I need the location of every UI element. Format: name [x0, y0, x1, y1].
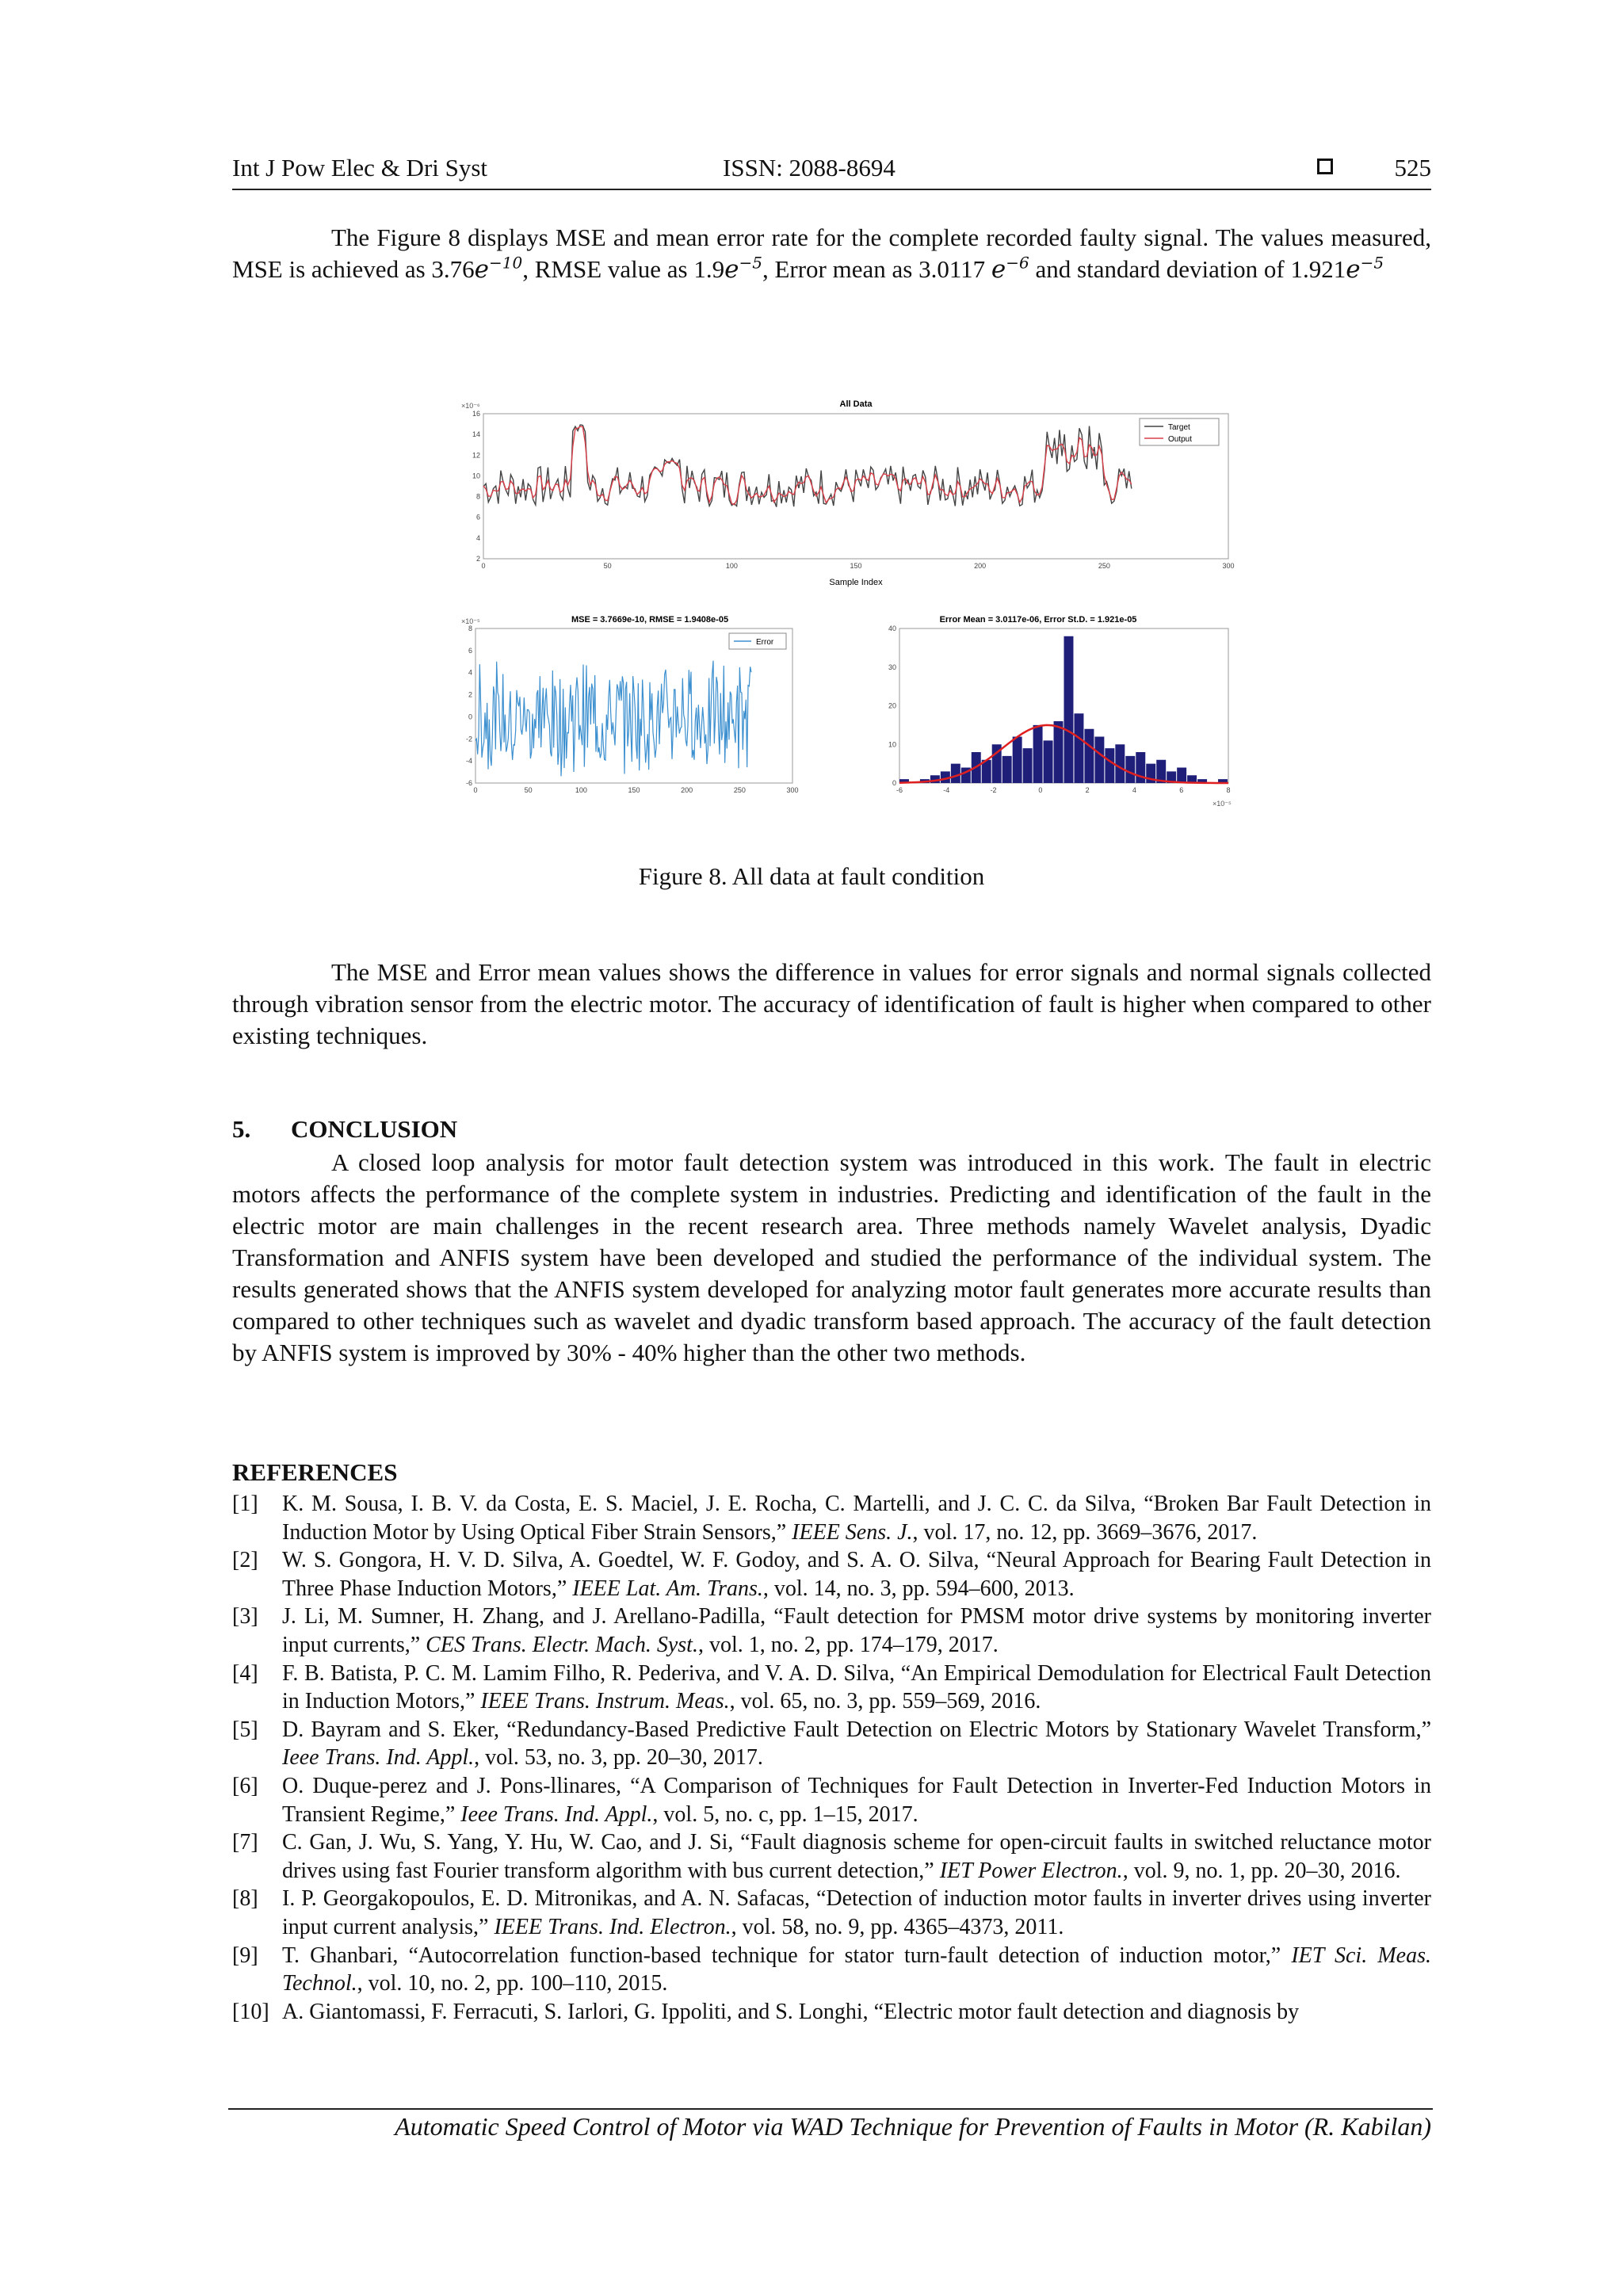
reference-details: , vol. 53, no. 3, pp. 20–30, 2017.: [474, 1745, 763, 1771]
reference-number: [4]: [232, 1660, 258, 1686]
reference-details: , vol. 5, no. c, pp. 1–15, 2017.: [652, 1801, 918, 1827]
reference-journal: IEEE Trans. Ind. Electron.: [494, 1914, 731, 1939]
reference-text: F. B. Batista, P. C. M. Lamim Filho, R. Pederiva, and V. A. D. Silva, “An Empirical Demodulation for Electrical Fault Detection in Induction Motors,”: [282, 1660, 1431, 1714]
histogram-bar: [1105, 748, 1114, 783]
histogram-bar: [1044, 740, 1053, 783]
reference-text: D. Bayram and S. Eker, “Redundancy-Based Predictive Fault Detection on Electric Motors by Stationary Wavelet Transform,”: [282, 1717, 1431, 1742]
discussion-paragraph: The MSE and Error mean values shows the difference in values for error signals and normal signals collected through vibration sensor from the electric motor. The accuracy of identification of fault is higher when compared to other existing techniques.: [232, 958, 1431, 1049]
reference-number: [7]: [232, 1830, 258, 1855]
tick-label: 2: [475, 555, 480, 563]
reference-item: [232, 1490, 1431, 1546]
reference-text: C. Gan, J. Wu, S. Yang, Y. Hu, W. Cao, and J. Si, “Fault diagnosis scheme for open-circuit faults in switched reluctance motor drives using fast Fourier transform algorithm with bus current detection,”: [282, 1830, 1431, 1883]
tick-label: 0: [1038, 786, 1043, 794]
reference-item: [232, 1828, 1431, 1885]
reference-journal: Ieee Trans. Ind. Appl.: [460, 1801, 653, 1827]
tick-label: 4: [468, 668, 472, 677]
reference-number: [2]: [232, 1548, 258, 1573]
figure-caption: Figure 8. All data at fault condition: [638, 862, 985, 890]
reference-journal: Ieee Trans. Ind. Appl.: [282, 1745, 475, 1771]
reference-text: O. Duque-perez and J. Pons-llinares, “A Comparison of Techniques for Fault Detection in Inverter-Fed Induction Motors in Transient Regime,”: [282, 1773, 1431, 1827]
reference-item: [232, 1772, 1431, 1828]
histogram-bar: [1084, 729, 1094, 783]
reference-number: [3]: [232, 1604, 258, 1629]
tick-label: -4: [465, 757, 472, 766]
tick-label: 10: [472, 472, 480, 480]
reference-list: [232, 1490, 1431, 2026]
histogram-bar: [1023, 748, 1033, 783]
figure-8-plots: [452, 392, 1244, 868]
tick-label: 8: [468, 625, 472, 632]
histogram-bars: [899, 636, 1228, 783]
tick-label: 2: [1085, 786, 1090, 794]
reference-number: [9]: [232, 1943, 258, 1968]
reference-item: [232, 1546, 1431, 1603]
tick-label: 0: [481, 562, 486, 570]
tick-label: -6: [465, 779, 472, 787]
legend-error-label: Error: [756, 638, 774, 647]
histogram-bar: [1064, 636, 1074, 783]
tick-label: 0: [468, 712, 472, 721]
reference-item: [232, 1998, 1431, 2027]
tick-label: 14: [472, 430, 480, 439]
section-title: CONCLUSION: [291, 1115, 458, 1143]
reference-number: [8]: [232, 1886, 258, 1912]
histogram-scale-label: ×10⁻⁵: [1212, 800, 1232, 808]
histogram-y-ticks: [888, 625, 896, 787]
running-footer: Automatic Speed Control of Motor via WAD Technique for Prevention of Faults in Motor (R. Kabilan): [395, 2112, 1431, 2141]
tick-label: 4: [475, 533, 480, 542]
references-heading: REFERENCES: [232, 1458, 398, 1486]
reference-number: [10]: [232, 1999, 269, 2024]
checkbox-square-icon: [1317, 159, 1333, 174]
tick-label: 30: [888, 663, 896, 671]
legend-target-label: Target: [1168, 423, 1190, 432]
histogram-bar: [1125, 756, 1135, 783]
reference-details: , vol. 58, no. 9, pp. 4365–4373, 2011.: [731, 1914, 1064, 1939]
figure-8: [452, 392, 1244, 868]
section-number: 5.: [232, 1115, 251, 1143]
tick-label: -6: [896, 786, 903, 794]
tick-label: -2: [465, 735, 472, 743]
reference-journal: IEEE Trans. Instrum. Meas.: [480, 1689, 730, 1714]
issn: ISSN: 2088-8694: [723, 154, 896, 181]
top-scale-label: ×10⁻⁶: [461, 402, 480, 410]
reference-number: [1]: [232, 1492, 258, 1516]
error-x-ticks: [473, 786, 798, 794]
tick-label: 100: [725, 562, 738, 570]
histogram-bar: [1002, 756, 1012, 783]
tick-label: 150: [850, 562, 862, 570]
tick-label: 50: [603, 562, 612, 570]
tick-label: 300: [1222, 562, 1235, 570]
reference-details: , vol. 14, no. 3, pp. 594–600, 2013.: [762, 1576, 1075, 1601]
tick-label: 150: [628, 786, 640, 794]
error-plot-title: MSE = 3.7669e-10, RMSE = 1.9408e-05: [571, 615, 729, 625]
tick-label: 50: [524, 786, 533, 794]
conclusion-paragraph: A closed loop analysis for motor fault detection system was introduced in this work. The fault in electric motors affects the performance of the complete system in industries. Predicting and identification of the fault in the electric motor are main challenges in the recent research area. Three methods namely Wavelet analysis, Dyadic Transformation and ANFIS system have been developed and studied the performance of the individual system. The results generated shows that the ANFIS system developed for analyzing motor fault generates more accurate results than compared to other techniques such as wavelet and dyadic transform based approach. The accuracy of the fault detection by ANFIS system is improved by 30% - 40% higher than the other two methods.: [232, 1148, 1431, 1366]
tick-label: 16: [472, 410, 480, 418]
tick-label: 6: [1179, 786, 1184, 794]
reference-item: [232, 1603, 1431, 1659]
tick-label: 100: [575, 786, 587, 794]
top-legend: [1140, 418, 1219, 445]
histogram-bar: [1094, 737, 1104, 784]
tick-label: 40: [888, 625, 896, 632]
reference-journal: IEEE Sens. J.: [792, 1519, 913, 1545]
tick-label: 250: [733, 786, 746, 794]
intro-paragraph: The Figure 8 displays MSE and mean error rate for the complete recorded faulty signal. The values measured, MSE is achieved as $3.76e^{-10}$, RMSE value as $1.9e^{-5}$, Error mean as 3.0117 $e^{-6}$ and standard deviation of $1.921e^{-5}$: [232, 223, 1431, 284]
tick-label: 4: [1132, 786, 1136, 794]
tick-label: -4: [943, 786, 950, 794]
top-y-ticks: [472, 410, 480, 563]
error-legend: [729, 633, 786, 649]
reference-text: T. Ghanbari, “Autocorrelation function-based technique for stator turn-fault detection of induction motor,”: [282, 1943, 1292, 1968]
reference-details: , vol. 65, no. 3, pp. 559–569, 2016.: [729, 1689, 1041, 1714]
error-plot-axes: [475, 628, 792, 783]
tick-label: 200: [974, 562, 987, 570]
reference-number: [5]: [232, 1717, 258, 1742]
histogram-bar: [951, 764, 960, 783]
page-number: 525: [1394, 154, 1431, 181]
reference-journal: CES Trans. Electr. Mach. Syst.: [426, 1632, 698, 1657]
histogram-title: Error Mean = 3.0117e-06, Error St.D. = 1.921e-05: [939, 615, 1137, 625]
tick-label: 20: [888, 701, 896, 710]
reference-item: [232, 1942, 1431, 1998]
histogram-x-ticks: [896, 786, 1231, 794]
error-scale-label: ×10⁻⁵: [461, 617, 480, 625]
tick-label: 300: [786, 786, 799, 794]
reference-details: , vol. 9, no. 1, pp. 20–30, 2016.: [1122, 1858, 1401, 1883]
tick-label: 250: [1098, 562, 1110, 570]
reference-journal: IET Power Electron.: [939, 1858, 1123, 1883]
reference-text: J. Li, M. Sumner, H. Zhang, and J. Arellano-Padilla, “Fault detection for PMSM motor drive systems by monitoring inverter input currents,”: [282, 1604, 1431, 1657]
footer-rule: [228, 2108, 1433, 2110]
tick-label: 6: [475, 513, 480, 521]
target-series-line: [483, 425, 1132, 507]
histogram-bar: [1054, 721, 1064, 783]
reference-text: K. M. Sousa, I. B. V. da Costa, E. S. Maciel, J. E. Rocha, C. Martelli, and J. C. C. da Silva, “Broken Bar Fault Detection in Induction Motor by Using Optical Fiber Strain Sensors,”: [282, 1492, 1431, 1545]
top-x-label: Sample Index: [829, 578, 883, 587]
tick-label: 8: [1226, 786, 1231, 794]
reference-text: I. P. Georgakopoulos, E. D. Mitronikas, and A. N. Safacas, “Detection of induction motor faults in inverter drives using inverter input current analysis,”: [282, 1886, 1431, 1939]
reference-details: , vol. 17, no. 12, pp. 3669–3676, 2017.: [912, 1519, 1258, 1545]
tick-label: -2: [990, 786, 997, 794]
reference-item: [232, 1660, 1431, 1716]
tick-label: 8: [475, 492, 480, 501]
legend-output-label: Output: [1168, 435, 1193, 444]
reference-item: [232, 1716, 1431, 1772]
tick-label: 2: [468, 690, 472, 699]
running-header: [232, 154, 1431, 190]
top-plot-title: All Data: [839, 399, 873, 409]
reference-text: W. S. Gongora, H. V. D. Silva, A. Goedtel, W. F. Godoy, and S. A. O. Silva, “Neural Approach for Bearing Fault Detection in Three Phase Induction Motors,”: [282, 1548, 1431, 1601]
reference-details: , vol. 10, no. 2, pp. 100–110, 2015.: [357, 1971, 668, 1996]
reference-journal: IEEE Lat. Am. Trans.: [572, 1576, 763, 1601]
error-y-ticks: [466, 625, 472, 787]
histogram-bar: [1013, 737, 1022, 784]
top-x-ticks: [481, 562, 1234, 570]
histogram-bar: [1074, 713, 1083, 783]
reference-item: [232, 1885, 1431, 1941]
reference-number: [6]: [232, 1773, 258, 1798]
tick-label: 6: [468, 646, 472, 655]
histogram-bar: [1177, 768, 1186, 784]
reference-journal: IET Sci. Meas. Technol.: [282, 1943, 1431, 1996]
tick-label: 12: [472, 451, 480, 460]
section-heading: [232, 1115, 457, 1144]
tick-label: 200: [681, 786, 693, 794]
journal-name: Int J Pow Elec & Dri Syst: [232, 154, 488, 181]
histogram-bar: [1033, 725, 1043, 783]
histogram-bar: [1115, 744, 1125, 783]
tick-label: 0: [473, 786, 478, 794]
reference-text: A. Giantomassi, F. Ferracuti, S. Iarlori, G. Ippoliti, and S. Longhi, “Electric motor fault detection and diagnosis by: [282, 1999, 1300, 2024]
error-series-line: [475, 661, 751, 777]
tick-label: 0: [892, 779, 896, 787]
tick-label: 10: [888, 740, 896, 749]
reference-details: , vol. 1, no. 2, pp. 174–179, 2017.: [697, 1632, 999, 1657]
